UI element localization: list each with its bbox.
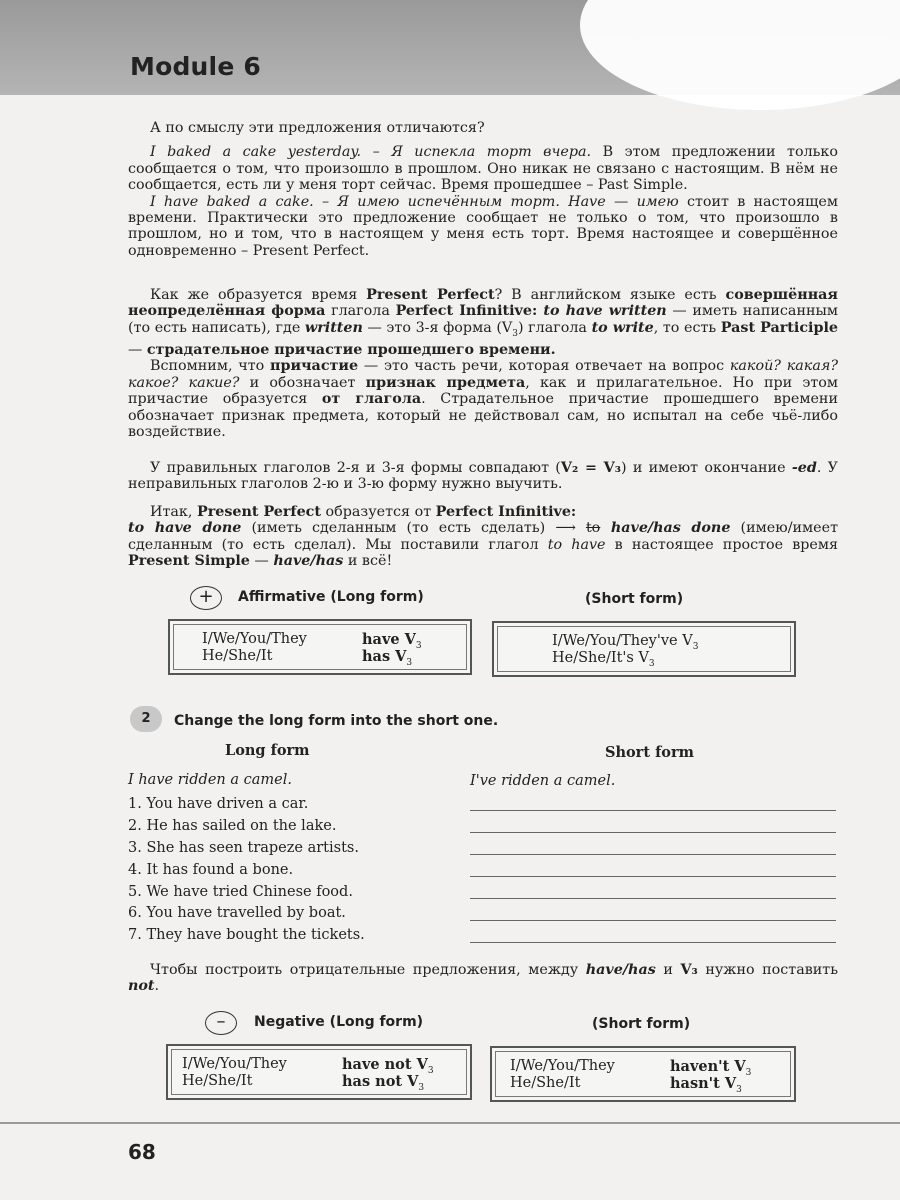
answer-line-1[interactable] [470,810,836,811]
aff-long-subj-2: He/She/It [202,648,273,664]
example-translation-2: – Я имею испечённым торт. [313,193,560,210]
formation-section [128,287,838,441]
exercise-item-1: 1. You have driven a car. [128,796,309,812]
intro-question: А по смыслу эти предложения отличаются? [150,120,485,136]
have-note: Have — имею [559,193,679,210]
participle-paragraph: Вспомним, что причастие — это часть речи, которая отвечает на вопрос какой? какая? какое? какие? и обозначает признак предмета, как и прилагательное. Но при этом причастие образуется от глагола. Страдательное причастие прошедшего времени обозначает признак предмета, который не действовал сам, но испытал на себе чьё-либо воздействие. [128,358,839,441]
exercise-item-2: 2. He has sailed on the lake. [128,818,337,834]
negation-paragraph: Чтобы построить отрицательные предложения, между have/has и V₃ нужно поставить not. [128,962,839,995]
header-decoration [580,0,900,110]
regular-verbs-paragraph: У правильных глаголов 2-я и 3-я формы совпадают (V₂ = V₃) и имеют окончание -ed. У неправильных глаголов 2-ю и 3-ю форму нужно выучить. [128,460,838,493]
affirmative-label: Affirmative (Long form) [238,589,424,605]
neg-short-verb-2: hasn't $V_3$ [670,1075,742,1095]
example-sentence-1: I baked a cake yesterday. [150,144,362,161]
intro-paragraph-1: I baked a cake yesterday. – Я испекла торт вчера. В этом предложении только сообщается о том, что произошло в прошлом. Оно никак не связано с настоящим. В нём не сообщается, есть ли у меня торт сейчас. Время прошедшее – Past Simple. [128,144,838,194]
regular-verbs-section [128,460,838,493]
neg-long-verb-1: have not $V_3$ [342,1056,434,1076]
negation-section [128,962,838,995]
aff-long-verb-1: have $V_3$ [362,631,422,651]
neg-short-subj-2: He/She/It [510,1075,581,1091]
formation-paragraph: Как же образуется время Present Perfect? В английском языке есть совершённая неопределённая форма глагола Perfect Infinitive: to have written — иметь написанным (то есть написать), где written — это 3-я форма $(V_3)$ глагола to write, то есть Past Participle — страдательное причастие прошедшего времени. [128,287,839,359]
exercise-item-7: 7. They have bought the tickets. [128,927,365,943]
answer-line-6[interactable] [470,920,836,921]
example-translation-1: – Я испекла торт вчера. [361,144,592,161]
neg-short-verb-1: haven't $V_3$ [670,1058,752,1078]
neg-long-subj-2: He/She/It [182,1073,253,1089]
exercise-item-4: 4. It has found a bone. [128,862,294,878]
negative-short-label: (Short form) [592,1016,691,1032]
summary-paragraph: Итак, Present Perfect образуется от Perfect Infinitive: to have done (иметь сделанным (то есть сделать) ⟶ to have/has done (имею/имеет сделанным (то есть сделал). Мы поставили глагол to have в настоящее простое время Present Simple — have/has и всё! [128,504,838,570]
affirmative-long-table [168,619,472,675]
answer-line-7[interactable] [470,942,836,943]
aff-short-row-2: He/She/It's $V_3$ [552,650,655,669]
aff-long-subj-1: I/We/You/They [202,631,307,647]
exercise-item-6: 6. You have travelled by boat. [128,905,346,921]
plus-icon: + [190,586,222,610]
neg-long-verb-2: has not $V_3$ [342,1073,425,1093]
neg-short-subj-1: I/We/You/They [510,1058,615,1074]
neg-long-subj-1: I/We/You/They [182,1056,287,1072]
summary-section [128,504,838,570]
intro-section [128,120,838,259]
long-form-header: Long form [225,742,310,759]
example-sentence-2: I have baked a cake. [150,193,314,210]
answer-line-2[interactable] [470,832,836,833]
answer-line-5[interactable] [470,898,836,899]
negative-long-table [166,1044,472,1100]
exercise-item-5: 5. We have tried Chinese food. [128,884,353,900]
negative-label: Negative (Long form) [254,1014,424,1030]
header-band [0,0,900,95]
exercise-instruction: Change the long form into the short one. [174,713,499,729]
page-number: 68 [128,1140,156,1164]
footer-divider [0,1122,900,1124]
aff-short-row-1: I/We/You/They've $V_3$ [552,633,699,652]
example-long: I have ridden a camel. [128,772,292,788]
module-title: Module 6 [130,52,261,81]
arrow-icon: ⟶ [555,520,586,537]
aff-long-verb-2: has $V_3$ [362,648,413,668]
exercise-number: 2 [130,706,162,732]
negative-short-table [490,1046,796,1102]
exercise-item-3: 3. She has seen trapeze artists. [128,840,359,856]
intro-paragraph-2: I have baked a cake. – Я имею испечённым торт. Have — имею стоит в настоящем времени. Практически это предложение сообщает не только о том, что произошло в прошлом, но и том, что в настоящем у меня есть торт. Время настоящее и совершённое одновременно – Present Perfect. [128,193,839,259]
affirmative-short-label: (Short form) [585,591,684,607]
example-short: I've ridden a camel. [470,773,616,789]
answer-line-3[interactable] [470,854,836,855]
affirmative-short-table [492,621,796,677]
answer-line-4[interactable] [470,876,836,877]
minus-icon: – [205,1011,237,1035]
short-form-header: Short form [605,744,694,761]
